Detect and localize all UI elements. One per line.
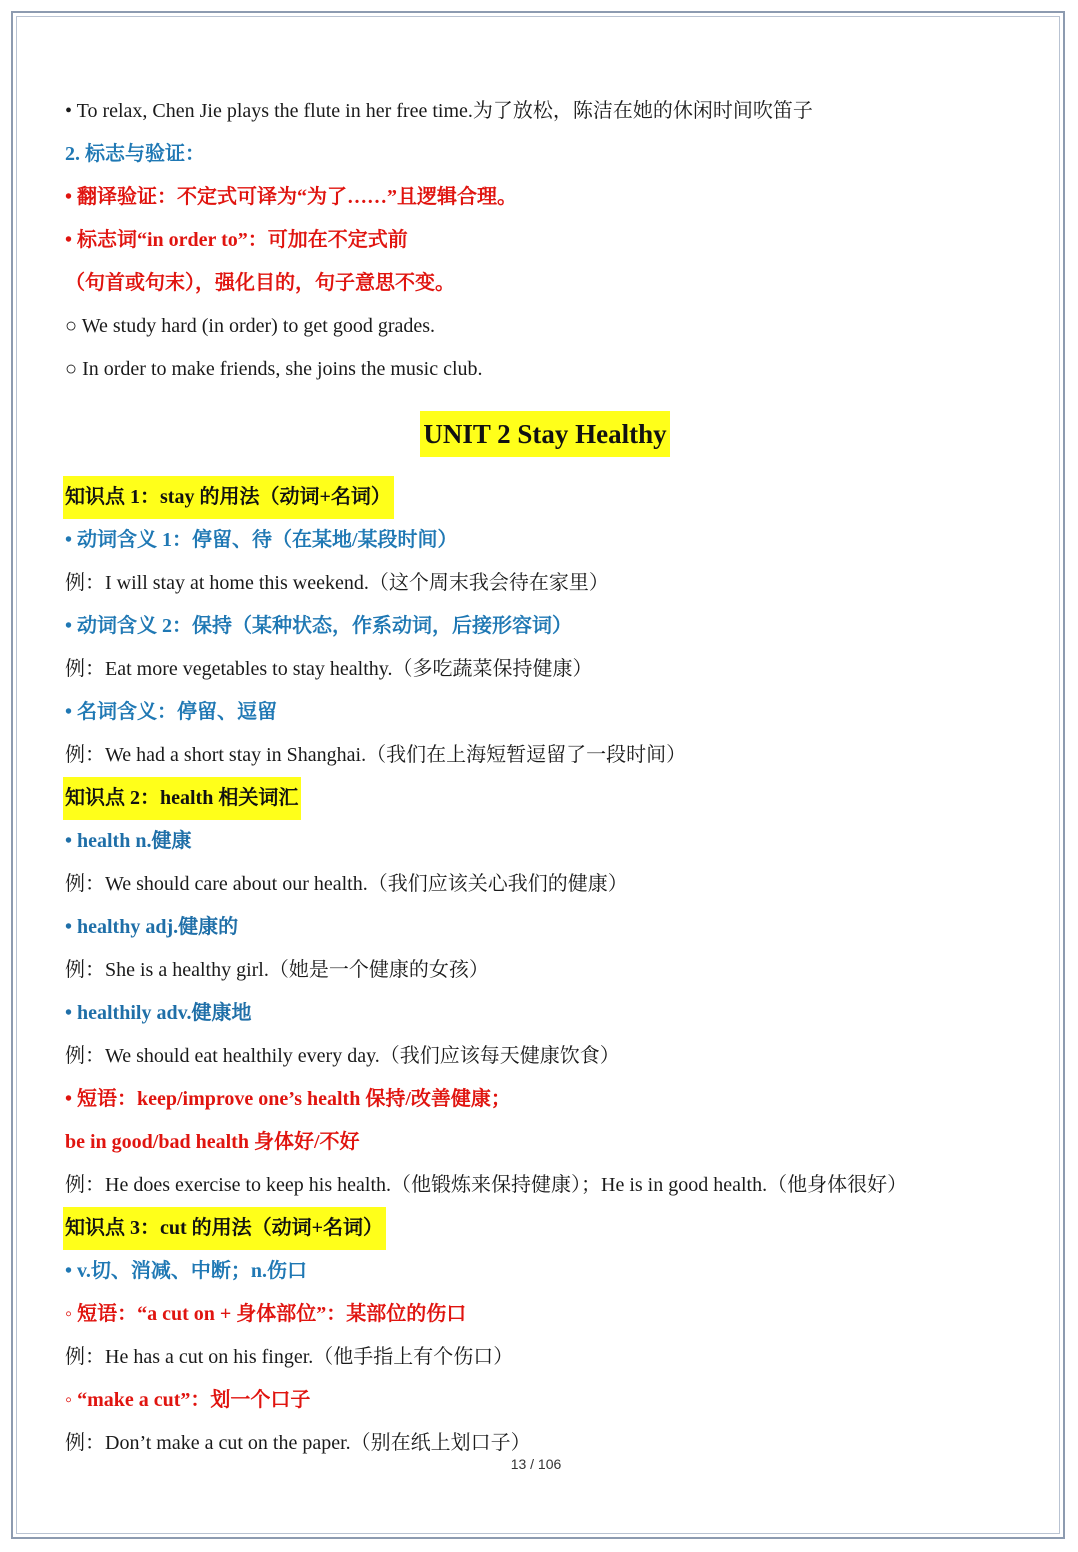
meaning-heading: • v.切、消减、中断；n.伤口: [65, 1260, 308, 1282]
example-line: 例：Eat more vegetables to stay healthy.（多吃蔬菜保持健康）: [65, 658, 593, 680]
vocab-heading: • healthy adj.健康的: [65, 916, 239, 938]
vocab-heading: • healthily adv.健康地: [65, 1002, 252, 1024]
highlight-rule: • 翻译验证：不定式可译为“为了……”且逻辑合理。: [65, 186, 518, 208]
knowledge-point-heading-3: [65, 1207, 1025, 1250]
example-line: 例：He does exercise to keep his health.（他锻炼来保持健康）；He is in good health.（他身体很好）: [65, 1174, 908, 1196]
vocab-heading: • health n.健康: [65, 830, 192, 852]
example-line: 例：We had a short stay in Shanghai.（我们在上海短暂逗留了一段时间）: [65, 744, 687, 766]
phrase-heading: ◦ 短语：“a cut on + 身体部位”：某部位的伤口: [65, 1303, 467, 1325]
section-heading: 2. 标志与验证：: [65, 143, 205, 165]
knowledge-point-heading-1: [65, 476, 1025, 519]
phrase-heading: • 短语：keep/improve one’s health 保持/改善健康；: [65, 1088, 511, 1110]
example-line: 例：He has a cut on his finger.（他手指上有个伤口）: [65, 1346, 514, 1368]
example-line: ○ We study hard (in order) to get good grades.: [65, 315, 436, 337]
example-line: 例：I will stay at home this weekend.（这个周末我会待在家里）: [65, 572, 609, 594]
knowledge-point-title: 知识点 3：cut 的用法（动词+名词）: [63, 1207, 386, 1250]
phrase-heading: ◦ “make a cut”：划一个口子: [65, 1389, 311, 1411]
meaning-heading: • 动词含义 2：保持（某种状态，作系动词，后接形容词）: [65, 615, 573, 637]
meaning-heading: • 动词含义 1：停留、待（在某地/某段时间）: [65, 529, 458, 551]
meaning-heading: • 名词含义：停留、逗留: [65, 701, 278, 723]
example-line: 例：We should eat healthily every day.（我们应该每天健康饮食）: [65, 1045, 620, 1067]
example-line: ○ In order to make friends, she joins the music club.: [65, 358, 483, 380]
knowledge-point-title: 知识点 1：stay 的用法（动词+名词）: [63, 476, 394, 519]
example-line: 例：She is a healthy girl.（她是一个健康的女孩）: [65, 959, 489, 981]
unit-title-row: [65, 391, 1025, 476]
text-line: • To relax, Chen Jie plays the flute in her free time.为了放松，陈洁在她的休闲时间吹笛子: [65, 100, 813, 122]
page-number: 13 / 106: [510, 1456, 562, 1472]
knowledge-point-title: 知识点 2：health 相关词汇: [63, 777, 301, 820]
phrase-heading: be in good/bad health 身体好/不好: [65, 1131, 360, 1153]
document-body: [65, 90, 1025, 1465]
knowledge-point-heading-2: [65, 777, 1025, 820]
unit-title: UNIT 2 Stay Healthy: [420, 411, 669, 457]
example-line: 例：We should care about our health.（我们应该关心我们的健康）: [65, 873, 628, 895]
example-line: 例：Don’t make a cut on the paper.（别在纸上划口子）: [65, 1432, 531, 1454]
highlight-rule: （句首或句末），强化目的，句子意思不变。: [65, 272, 455, 294]
highlight-rule: • 标志词“in order to”：可加在不定式前: [65, 229, 408, 251]
